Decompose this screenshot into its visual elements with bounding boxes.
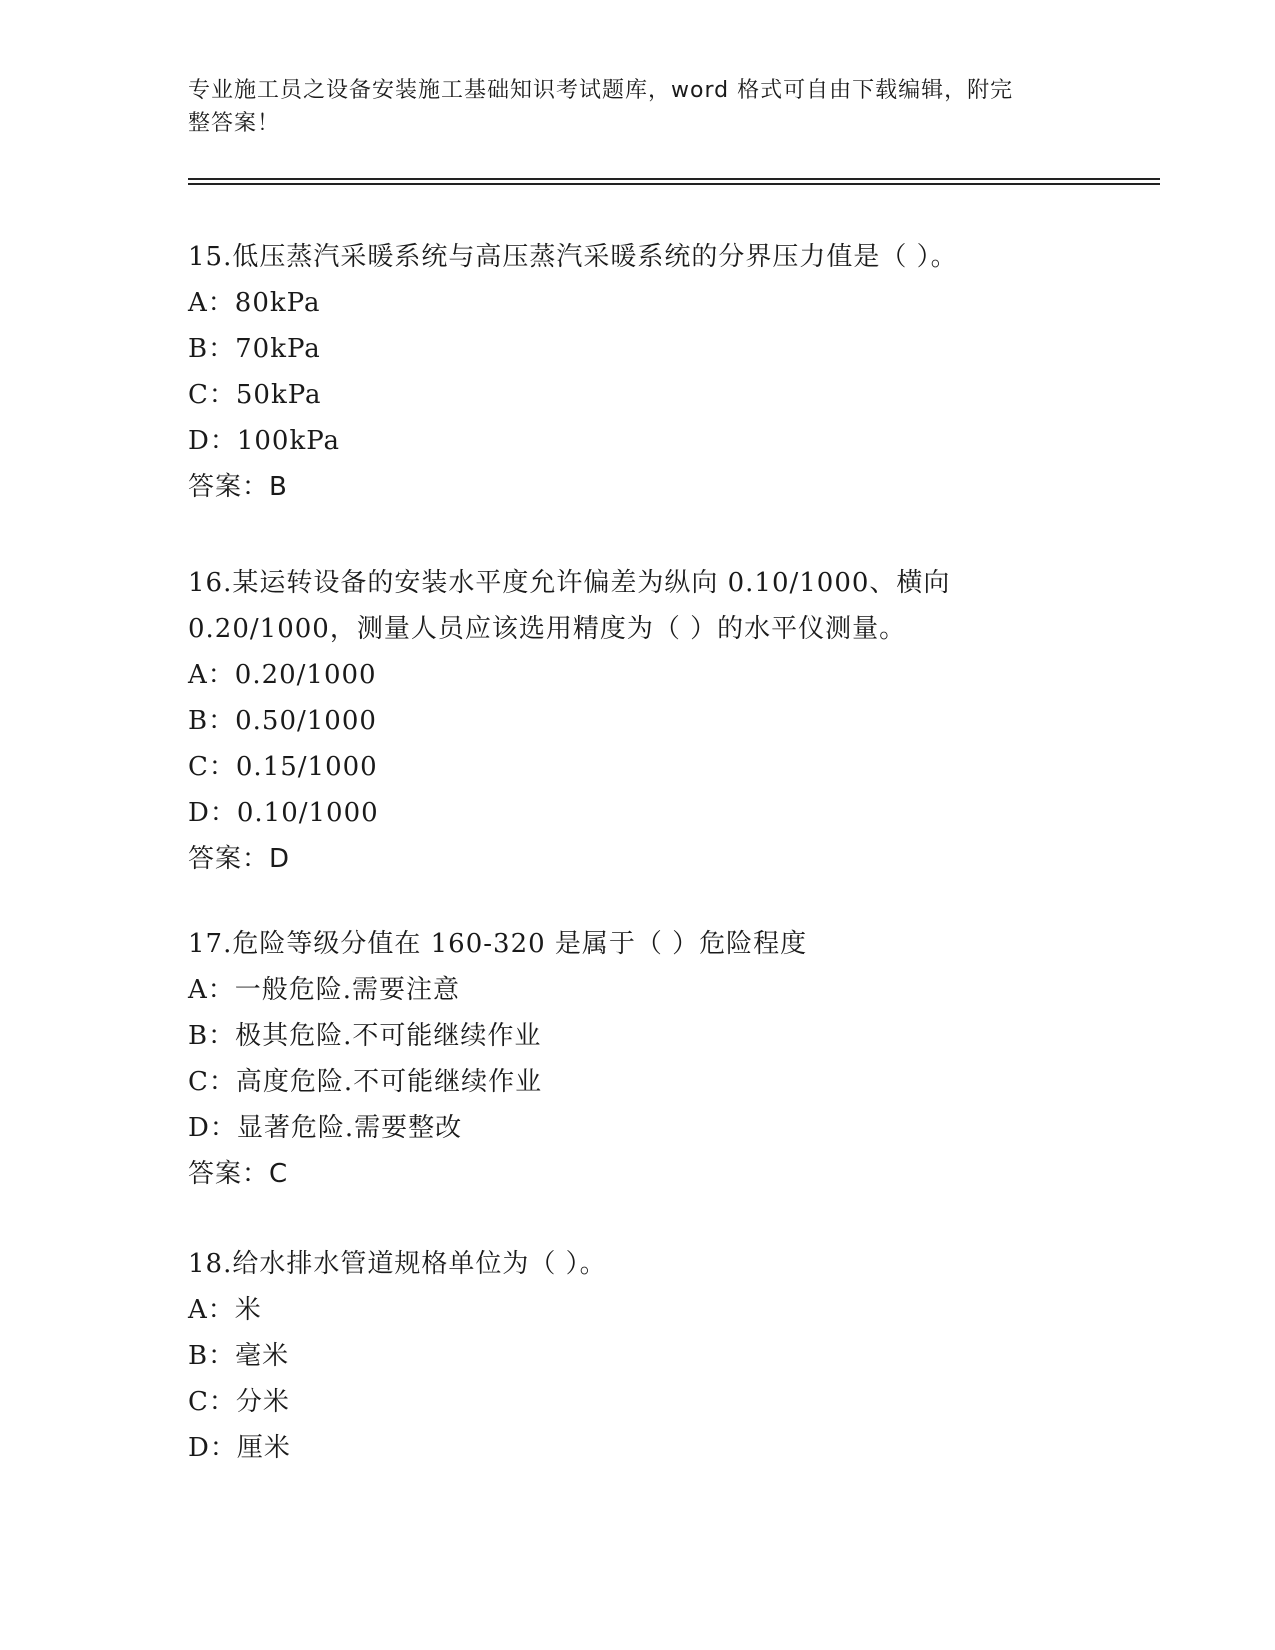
answer: 答案：C (188, 1159, 289, 1189)
answer: 答案：D (188, 844, 291, 874)
question-17 (188, 921, 1088, 1197)
option-d: D：100kPa (188, 426, 341, 456)
option-c: C：分米 (188, 1387, 290, 1417)
option-d: D：厘米 (188, 1433, 291, 1463)
header-divider-bottom (188, 183, 1160, 185)
document-header (188, 74, 1078, 140)
answer: 答案：B (188, 472, 288, 502)
question-stem: 16.某运转设备的安装水平度允许偏差为纵向 0.10/1000、横向 (188, 568, 951, 598)
option-a: A：米 (188, 1295, 262, 1325)
option-d: D：0.10/1000 (188, 798, 379, 828)
option-a: A：80kPa (188, 288, 321, 318)
question-18 (188, 1241, 1088, 1471)
header-line-1: 专业施工员之设备安装施工基础知识考试题库，word 格式可自由下载编辑，附完 (188, 78, 1014, 103)
header-divider-top (188, 178, 1160, 180)
question-16 (188, 560, 1088, 882)
option-b: B：70kPa (188, 334, 321, 364)
question-15 (188, 234, 1088, 510)
option-b: B：极其危险.不可能继续作业 (188, 1021, 542, 1051)
option-a: A：一般危险.需要注意 (188, 975, 461, 1005)
header-line-2: 整答案！ (188, 111, 281, 136)
option-c: C：高度危险.不可能继续作业 (188, 1067, 543, 1097)
question-stem-continued: 0.20/1000，测量人员应该选用精度为（ ）的水平仪测量。 (188, 614, 907, 644)
question-stem: 15.低压蒸汽采暖系统与高压蒸汽采暖系统的分界压力值是（ ）。 (188, 242, 958, 272)
option-b: B：0.50/1000 (188, 706, 377, 736)
option-c: C：0.15/1000 (188, 752, 378, 782)
option-d: D：显著危险.需要整改 (188, 1113, 463, 1143)
question-stem: 17.危险等级分值在 160-320 是属于（ ）危险程度 (188, 929, 808, 959)
option-b: B：毫米 (188, 1341, 290, 1371)
option-a: A：0.20/1000 (188, 660, 377, 690)
question-stem: 18.给水排水管道规格单位为（ ）。 (188, 1249, 607, 1279)
option-c: C：50kPa (188, 380, 322, 410)
